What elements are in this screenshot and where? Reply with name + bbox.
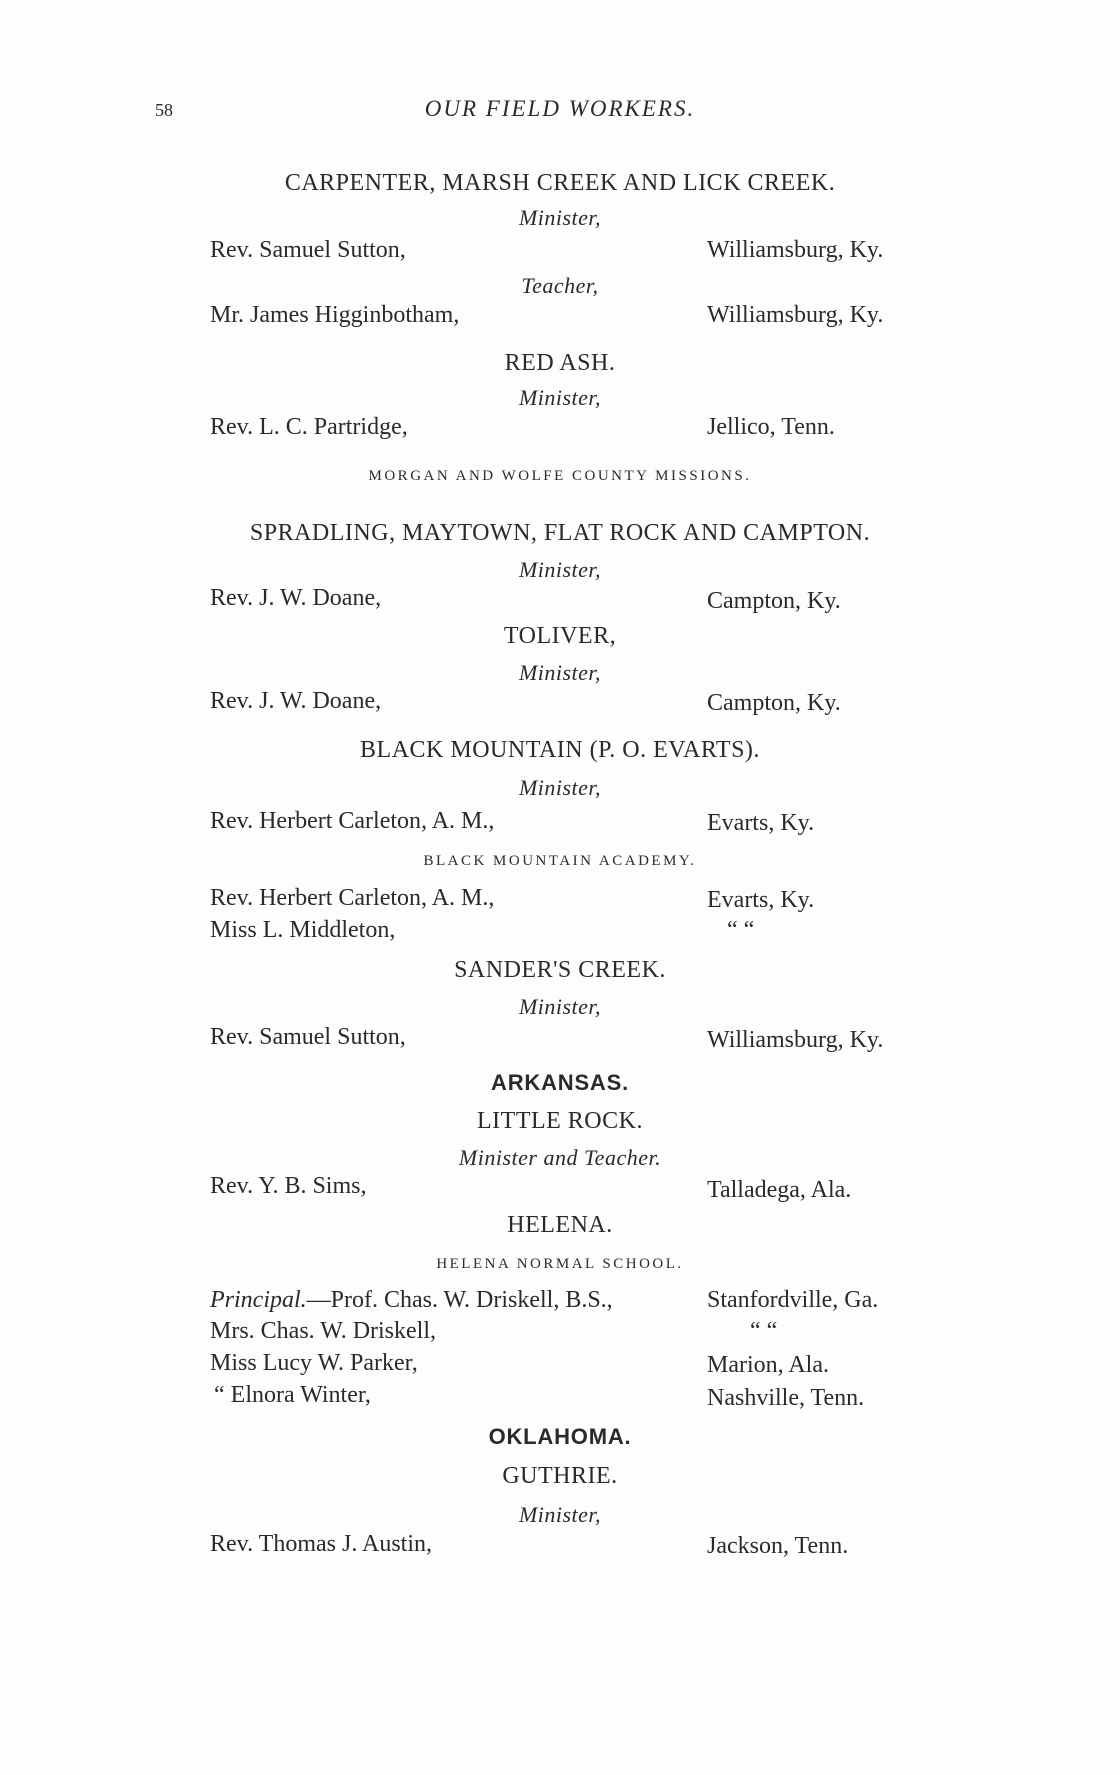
ditto-marks: “ “ [750,1318,778,1344]
role-label: Minister, [518,385,602,410]
state-heading-oklahoma: OKLAHOMA. [488,1424,632,1449]
section-title-toliver: TOLIVER, [503,623,617,649]
section-title-spradling: SPRADLING, MAYTOWN, FLAT ROCK AND CAMPTON. [249,520,871,546]
section-title-black-mountain: BLACK MOUNTAIN (P. O. EVARTS). [360,737,760,763]
running-header: OUR FIELD WORKERS. [424,96,696,121]
person-name: Rev. Y. B. Sims, [210,1173,367,1199]
person-name: Rev. J. W. Doane, [210,688,382,714]
role-label: Minister, [518,1502,602,1527]
person-name: Mrs. Chas. W. Driskell, [210,1318,437,1344]
role-label: Minister, [518,205,602,230]
person-name: Rev. Thomas J. Austin, [210,1531,433,1557]
person-location: Williamsburg, Ky. [707,302,884,328]
role-label: Minister, [518,557,602,582]
person-location: Williamsburg, Ky. [707,1027,884,1053]
person-name: Rev. J. W. Doane, [210,585,382,611]
role-label: Minister, [518,775,602,800]
principal-line [210,1287,613,1314]
subsection-title-helena-normal: HELENA NORMAL SCHOOL. [436,1256,684,1272]
person-location: Marion, Ala. [707,1352,829,1378]
section-title-carpenter: CARPENTER, MARSH CREEK AND LICK CREEK. [284,170,836,196]
person-name: Rev. Herbert Carleton, A. M., [210,885,495,911]
role-label: Minister, [518,994,602,1019]
section-title-sanders-creek: SANDER'S CREEK. [454,957,666,983]
principal-label: Principal. [210,1287,307,1313]
person-location: Stanfordville, Ga. [707,1287,879,1313]
role-label: Minister and Teacher. [458,1145,662,1170]
person-location: Evarts, Ky. [707,810,815,836]
subsection-title-academy: BLACK MOUNTAIN ACADEMY. [423,853,697,869]
subsection-title-morgan-wolfe: MORGAN AND WOLFE COUNTY MISSIONS. [368,468,752,484]
person-name: Rev. Samuel Sutton, [210,1024,406,1050]
ditto-marks: “ “ [727,917,755,943]
role-label: Teacher, [521,273,599,298]
person-location: Williamsburg, Ky. [707,237,884,263]
person-location: Jellico, Tenn. [707,414,835,440]
state-heading-arkansas: ARKANSAS. [491,1070,629,1095]
section-title-little-rock: LITTLE ROCK. [477,1108,643,1134]
person-name: Mr. James Higginbotham, [210,302,460,328]
person-name: Miss Lucy W. Parker, [210,1350,418,1376]
person-location: Evarts, Ky. [707,887,815,913]
role-label: Minister, [518,660,602,685]
person-location: Talladega, Ala. [707,1177,852,1203]
section-title-helena: HELENA. [507,1212,613,1238]
person-name: Rev. Herbert Carleton, A. M., [210,808,495,834]
person-location: Nashville, Tenn. [707,1385,865,1411]
person-name: Rev. Samuel Sutton, [210,237,406,263]
section-title-guthrie: GUTHRIE. [502,1463,618,1489]
person-location: Jackson, Tenn. [707,1533,849,1559]
page-number: 58 [155,100,173,120]
person-name: —Prof. Chas. W. Driskell, B.S., [306,1287,613,1313]
person-name: Miss L. Middleton, [210,917,396,943]
person-location: Campton, Ky. [707,690,841,716]
person-name: Rev. L. C. Partridge, [210,414,408,440]
person-name: “ Elnora Winter, [214,1382,371,1408]
section-title-red-ash: RED ASH. [504,350,616,376]
person-location: Campton, Ky. [707,588,841,614]
